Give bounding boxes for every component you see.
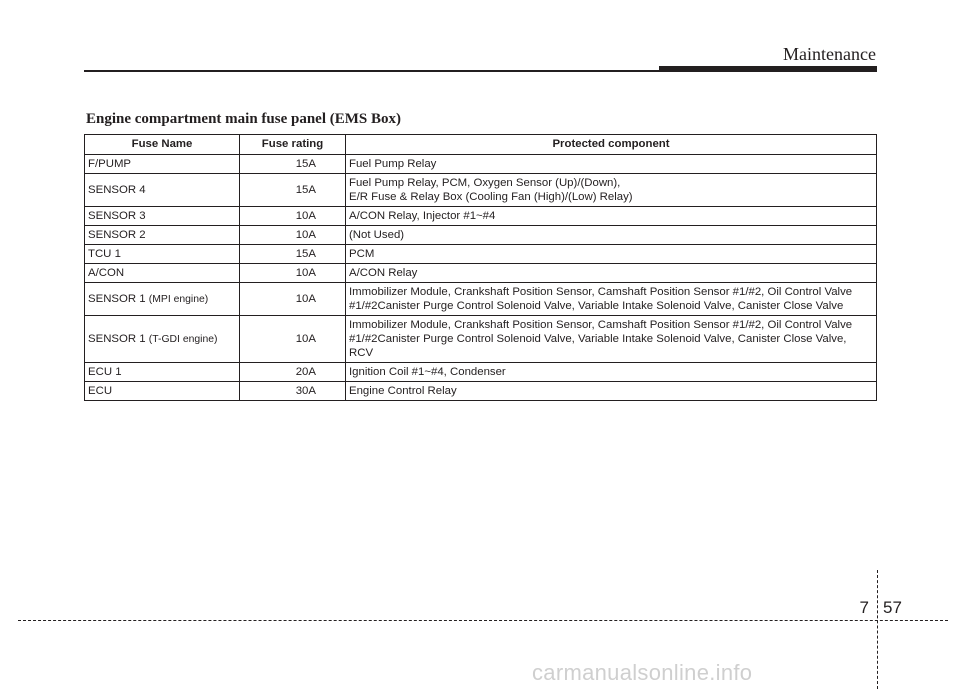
table-row bbox=[85, 207, 877, 226]
watermark-text: carmanualsonline.info bbox=[532, 660, 753, 685]
fuse-rating-cell: 15A bbox=[240, 155, 346, 174]
fuse-rating-cell: 15A bbox=[240, 245, 346, 264]
fuse-rating-cell: 15A bbox=[240, 174, 346, 207]
protected-component-cell: Engine Control Relay bbox=[346, 382, 877, 401]
protected-component-cell: Fuel Pump Relay bbox=[346, 155, 877, 174]
table-row bbox=[85, 155, 877, 174]
protected-component-cell: Ignition Coil #1~#4, Condenser bbox=[346, 363, 877, 382]
fuse-rating-cell: 10A bbox=[240, 226, 346, 245]
fuse-name-cell: SENSOR 1 (MPI engine) bbox=[85, 283, 240, 316]
protected-component-cell: Fuel Pump Relay, PCM, Oxygen Sensor (Up)/(Down), E/R Fuse & Relay Box (Cooling Fan (High)/(Low) Relay) bbox=[346, 174, 877, 207]
table-row bbox=[85, 283, 877, 316]
table-row bbox=[85, 363, 877, 382]
footer-dashed-rule bbox=[18, 620, 948, 621]
header-rule-bar bbox=[659, 66, 877, 72]
fuse-rating-cell: 10A bbox=[240, 316, 346, 363]
table-row bbox=[85, 226, 877, 245]
chapter-number: 7 bbox=[859, 598, 869, 617]
protected-component-cell: Immobilizer Module, Crankshaft Position Sensor, Camshaft Position Sensor #1/#2, Oil Control Valve #1/#2Canister Purge Control Solenoid Valve, Variable Intake Solenoid Valve, Canister Close Valve, RCV bbox=[346, 316, 877, 363]
protected-component-cell: Immobilizer Module, Crankshaft Position Sensor, Camshaft Position Sensor #1/#2, Oil Control Valve #1/#2Canister Purge Control Solenoid Valve, Variable Intake Solenoid Valve, Canister Close Valve bbox=[346, 283, 877, 316]
fuse-rating-cell: 30A bbox=[240, 382, 346, 401]
header-rule bbox=[84, 70, 659, 72]
protected-component-cell: PCM bbox=[346, 245, 877, 264]
fuse-rating-cell: 10A bbox=[240, 264, 346, 283]
table-row bbox=[85, 245, 877, 264]
page-number: 57 bbox=[883, 598, 902, 617]
fuse-rating-cell: 10A bbox=[240, 283, 346, 316]
table-row bbox=[85, 382, 877, 401]
fuse-rating-cell: 10A bbox=[240, 207, 346, 226]
fuse-name-cell: ECU 1 bbox=[85, 363, 240, 382]
fuse-name-cell: SENSOR 4 bbox=[85, 174, 240, 207]
fuse-table bbox=[84, 134, 877, 401]
fuse-name-cell: F/PUMP bbox=[85, 155, 240, 174]
protected-component-cell: A/CON Relay, Injector #1~#4 bbox=[346, 207, 877, 226]
fuse-name-cell: SENSOR 2 bbox=[85, 226, 240, 245]
column-header-protected-component: Protected component bbox=[346, 135, 877, 155]
protected-component-cell: (Not Used) bbox=[346, 226, 877, 245]
fuse-name-cell: A/CON bbox=[85, 264, 240, 283]
page-header-title: Maintenance bbox=[783, 44, 876, 64]
column-header-fuse-name: Fuse Name bbox=[85, 135, 240, 155]
protected-component-cell: A/CON Relay bbox=[346, 264, 877, 283]
table-header-row bbox=[85, 135, 877, 155]
table-row bbox=[85, 264, 877, 283]
fuse-name-cell: SENSOR 1 (T-GDI engine) bbox=[85, 316, 240, 363]
column-header-fuse-rating: Fuse rating bbox=[240, 135, 346, 155]
table-row bbox=[85, 174, 877, 207]
fuse-name-cell: ECU bbox=[85, 382, 240, 401]
table-row bbox=[85, 316, 877, 363]
fuse-name-cell: SENSOR 3 bbox=[85, 207, 240, 226]
fuse-rating-cell: 20A bbox=[240, 363, 346, 382]
fuse-name-cell: TCU 1 bbox=[85, 245, 240, 264]
section-title: Engine compartment main fuse panel (EMS Box) bbox=[86, 111, 401, 127]
footer-dashed-divider bbox=[877, 570, 878, 689]
